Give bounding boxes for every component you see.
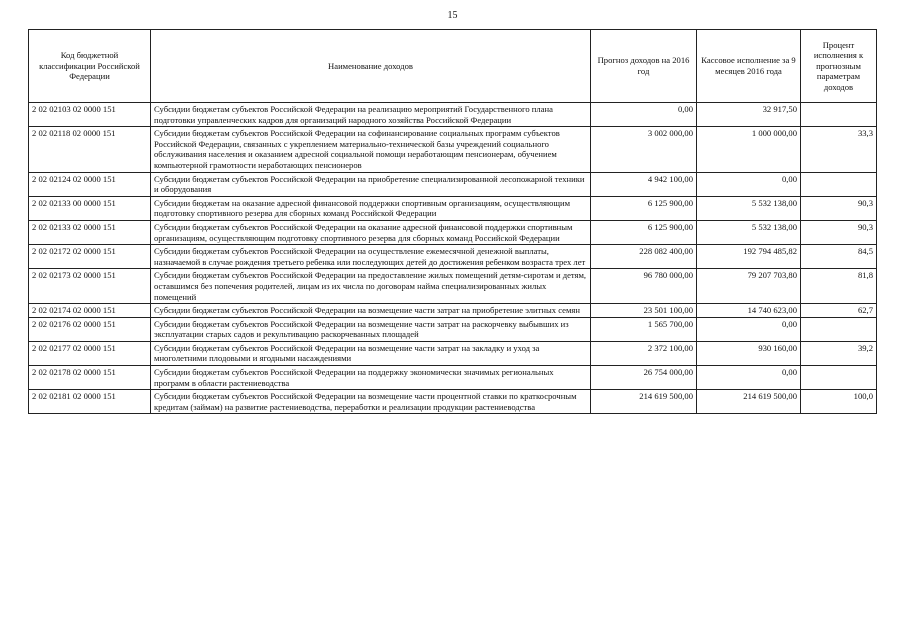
table-row (29, 269, 877, 304)
cell-code: 2 02 02177 02 0000 151 (29, 341, 151, 365)
cell-percent (801, 172, 877, 196)
cell-code: 2 02 02173 02 0000 151 (29, 269, 151, 304)
table-row (29, 341, 877, 365)
table-row (29, 196, 877, 220)
cell-name: Субсидии бюджетам субъектов Российской Федерации на возмещение части затрат на раскорчевку выбывших из эксплуатации старых садов и рекультивацию раскорчеванных площадей (151, 317, 591, 341)
cell-name: Субсидии бюджетам субъектов Российской Федерации на возмещение части затрат на закладку и уход за многолетними плодовыми и ягодными насаждениями (151, 341, 591, 365)
cell-plan: 228 082 400,00 (591, 245, 697, 269)
cell-executed: 0,00 (697, 172, 801, 196)
cell-percent: 81,8 (801, 269, 877, 304)
cell-code: 2 02 02103 02 0000 151 (29, 103, 151, 127)
cell-plan: 1 565 700,00 (591, 317, 697, 341)
table-body (29, 103, 877, 414)
cell-code: 2 02 02118 02 0000 151 (29, 127, 151, 172)
cell-name: Субсидии бюджетам субъектов Российской Федерации на оказание адресной финансовой поддержки спортивным организациям, осуществляющим подготовку спортивного резерва для сборных команд Российской Федерации (151, 220, 591, 244)
cell-executed: 0,00 (697, 317, 801, 341)
table-header-row (29, 30, 877, 103)
cell-plan: 3 002 000,00 (591, 127, 697, 172)
cell-percent: 33,3 (801, 127, 877, 172)
table-row (29, 103, 877, 127)
header-plan: Прогноз доходов на 2016 год (591, 30, 697, 103)
header-name: Наименование доходов (151, 30, 591, 103)
table-row (29, 172, 877, 196)
cell-name: Субсидии бюджетам субъектов Российской Федерации на приобретение специализированной лесопожарной техники и оборудования (151, 172, 591, 196)
cell-plan: 96 780 000,00 (591, 269, 697, 304)
cell-percent: 39,2 (801, 341, 877, 365)
cell-code: 2 02 02172 02 0000 151 (29, 245, 151, 269)
cell-plan: 23 501 100,00 (591, 304, 697, 318)
cell-executed: 930 160,00 (697, 341, 801, 365)
table-row (29, 304, 877, 318)
cell-name: Субсидии бюджетам субъектов Российской Федерации на поддержку экономически значимых региональных программ в области растениеводства (151, 366, 591, 390)
cell-percent (801, 317, 877, 341)
cell-plan: 6 125 900,00 (591, 196, 697, 220)
cell-percent: 62,7 (801, 304, 877, 318)
cell-plan: 6 125 900,00 (591, 220, 697, 244)
revenue-table (28, 29, 877, 414)
cell-name: Субсидии бюджетам на оказание адресной финансовой поддержки спортивным организациям, осуществляющим подготовку спортивного резерва для сборных команд Российской Федерации (151, 196, 591, 220)
table-row (29, 390, 877, 414)
table-row (29, 245, 877, 269)
cell-plan: 4 942 100,00 (591, 172, 697, 196)
cell-name: Субсидии бюджетам субъектов Российской Федерации на возмещение части процентной ставки по краткосрочным кредитам (займам) на развитие растениеводства, переработки и реализации продукции растениеводства (151, 390, 591, 414)
cell-name: Субсидии бюджетам субъектов Российской Федерации на осуществление ежемесячной денежной выплаты, назначаемой в случае рождения третьего ребенка или последующих детей до достижения ребенком возраста трех лет (151, 245, 591, 269)
cell-name: Субсидии бюджетам субъектов Российской Федерации на софинансирование социальных программ субъектов Российской Федерации, связанных с укреплением материально-технической базы учреждений социального обслуживания населения и оказанием адресной социальной помощи неработающим пенсионерам, обучением компьютерной грамотности неработающих пенсионеров (151, 127, 591, 172)
cell-name: Субсидии бюджетам субъектов Российской Федерации на предоставление жилых помещений детям-сиротам и детям, оставшимся без попечения родителей, лицам из их числа по договорам найма специализированных жилых помещений (151, 269, 591, 304)
table-row (29, 127, 877, 172)
cell-executed: 79 207 703,80 (697, 269, 801, 304)
header-percent: Процент исполнения к прогнозным параметрам доходов (801, 30, 877, 103)
cell-plan: 26 754 000,00 (591, 366, 697, 390)
header-executed: Кассовое исполнение за 9 месяцев 2016 года (697, 30, 801, 103)
page-number: 15 (447, 10, 458, 21)
cell-name: Субсидии бюджетам субъектов Российской Федерации на реализацию мероприятий Государственного плана подготовки управленческих кадров для организаций народного хозяйства Российской Федерации (151, 103, 591, 127)
cell-executed: 32 917,50 (697, 103, 801, 127)
cell-percent (801, 103, 877, 127)
table-row (29, 220, 877, 244)
cell-plan: 214 619 500,00 (591, 390, 697, 414)
cell-executed: 214 619 500,00 (697, 390, 801, 414)
cell-percent: 90,3 (801, 220, 877, 244)
cell-executed: 192 794 485,82 (697, 245, 801, 269)
table-row (29, 317, 877, 341)
cell-plan: 2 372 100,00 (591, 341, 697, 365)
cell-code: 2 02 02133 00 0000 151 (29, 196, 151, 220)
header-code: Код бюджетной классификации Российской Федерации (29, 30, 151, 103)
cell-name: Субсидии бюджетам субъектов Российской Федерации на возмещение части затрат на приобретение элитных семян (151, 304, 591, 318)
cell-percent: 100,0 (801, 390, 877, 414)
cell-code: 2 02 02181 02 0000 151 (29, 390, 151, 414)
cell-code: 2 02 02176 02 0000 151 (29, 317, 151, 341)
cell-code: 2 02 02178 02 0000 151 (29, 366, 151, 390)
cell-plan: 0,00 (591, 103, 697, 127)
cell-percent (801, 366, 877, 390)
cell-executed: 0,00 (697, 366, 801, 390)
cell-executed: 1 000 000,00 (697, 127, 801, 172)
cell-executed: 14 740 623,00 (697, 304, 801, 318)
cell-executed: 5 532 138,00 (697, 196, 801, 220)
cell-code: 2 02 02133 02 0000 151 (29, 220, 151, 244)
cell-executed: 5 532 138,00 (697, 220, 801, 244)
cell-code: 2 02 02174 02 0000 151 (29, 304, 151, 318)
cell-percent: 90,3 (801, 196, 877, 220)
cell-code: 2 02 02124 02 0000 151 (29, 172, 151, 196)
cell-percent: 84,5 (801, 245, 877, 269)
table-row (29, 366, 877, 390)
